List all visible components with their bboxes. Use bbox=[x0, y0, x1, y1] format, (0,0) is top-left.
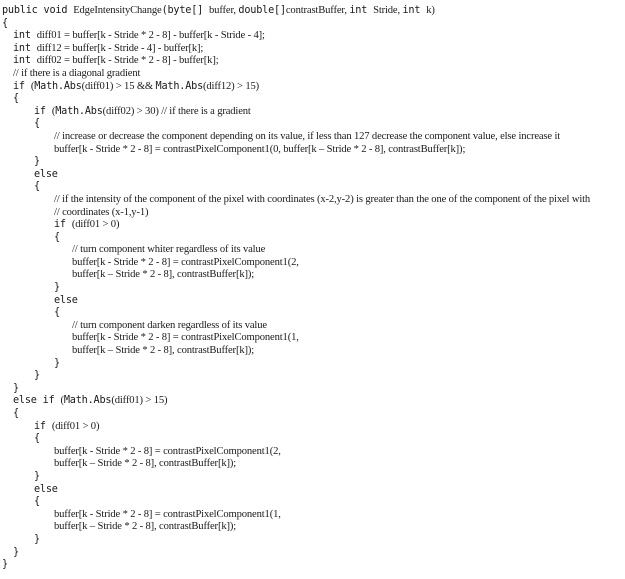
code-line bbox=[0, 444, 625, 457]
code-token-mono: { bbox=[34, 433, 40, 445]
code-token-mono: else bbox=[34, 483, 58, 495]
code-token-mono: int bbox=[349, 5, 374, 16]
code-line bbox=[0, 305, 625, 318]
code-token-mono: if bbox=[34, 420, 52, 432]
code-token-mono: Math.Abs bbox=[55, 105, 103, 117]
code-token-serif: buffer, bbox=[209, 5, 239, 16]
code-line bbox=[0, 280, 625, 293]
code-token-mono: } bbox=[13, 382, 19, 394]
code-token-serif: buffer[k – Stride * 2 - 8], contrastBuffer[k]); bbox=[72, 269, 255, 281]
code-token-mono: } bbox=[54, 357, 60, 369]
code-line bbox=[0, 393, 625, 406]
code-line bbox=[0, 431, 625, 444]
code-token-serif: ( bbox=[60, 395, 64, 407]
code-line bbox=[0, 419, 625, 432]
code-listing bbox=[0, 3, 625, 570]
code-line bbox=[0, 532, 625, 545]
code-token-serif: (diff01 > 0) bbox=[51, 420, 100, 432]
code-token-serif: ( bbox=[30, 80, 35, 92]
code-token-mono: } bbox=[34, 156, 40, 168]
code-token-serif: (diff01 > 0) bbox=[71, 219, 120, 231]
code-line bbox=[0, 16, 625, 29]
code-token-mono: else bbox=[54, 294, 78, 306]
code-token-mono: else if bbox=[13, 395, 61, 407]
code-line bbox=[0, 104, 625, 117]
code-token-mono: { bbox=[34, 181, 40, 193]
code-token-mono: int bbox=[13, 42, 37, 54]
code-token-serif: buffer[k - Stride * 2 - 8] = contrastPixelComponent1(1, bbox=[54, 508, 281, 520]
code-line bbox=[0, 66, 625, 79]
code-token-mono: int bbox=[402, 5, 427, 16]
code-token-serif: buffer[k – Stride * 2 - 8], contrastBuffer[k]); bbox=[54, 521, 237, 533]
code-line bbox=[0, 79, 625, 92]
code-line bbox=[0, 494, 625, 507]
code-line bbox=[0, 343, 625, 356]
code-line bbox=[0, 293, 625, 306]
code-token-mono: Math.Abs bbox=[34, 80, 82, 92]
code-line bbox=[0, 53, 625, 66]
code-line bbox=[0, 406, 625, 419]
code-line bbox=[0, 557, 625, 570]
code-token-serif: diff12 = buffer[k - Stride - 4] - buffer[k]; bbox=[36, 42, 204, 54]
code-line bbox=[0, 142, 625, 155]
code-line bbox=[0, 154, 625, 167]
code-line bbox=[0, 179, 625, 192]
code-line bbox=[0, 519, 625, 532]
code-token-serif: k) bbox=[426, 5, 435, 16]
code-token-mono: else bbox=[34, 168, 58, 180]
code-line bbox=[0, 192, 625, 205]
code-token-serif: // increase or decrease the component depending on its value, if less than 127 decrease the component value, else increase it bbox=[54, 130, 561, 142]
code-token-serif: // turn component darken regardless of its value bbox=[72, 319, 267, 331]
code-line bbox=[0, 116, 625, 129]
code-token-serif: (diff01) > 15) bbox=[111, 395, 168, 407]
code-token-mono: } bbox=[2, 559, 8, 571]
code-token-mono: int bbox=[13, 30, 37, 42]
code-token-serif: buffer[k - Stride * 2 - 8] = contrastPixelComponent1(2, bbox=[72, 256, 299, 268]
code-token-mono: if bbox=[54, 219, 72, 231]
code-token-mono: double[] bbox=[238, 5, 286, 16]
code-line bbox=[0, 230, 625, 243]
code-token-mono: { bbox=[34, 496, 40, 508]
code-line bbox=[0, 129, 625, 142]
code-token-mono: { bbox=[13, 93, 19, 105]
code-token-serif: buffer[k - Stride * 2 - 8] = contrastPixelComponent1(1, bbox=[72, 332, 299, 344]
code-token-serif: // if there is a diagonal gradient bbox=[13, 67, 141, 79]
code-token-mono: { bbox=[2, 17, 8, 29]
code-line bbox=[0, 28, 625, 41]
code-token-mono: public void bbox=[2, 5, 74, 16]
code-line bbox=[0, 167, 625, 180]
code-token-serif: buffer[k - Stride * 2 - 8] = contrastPixelComponent1(0, buffer[k – Stride * 2 - 8], contrastBuffer[k]); bbox=[54, 143, 466, 155]
code-token-mono: Math.Abs bbox=[155, 80, 203, 92]
code-line bbox=[0, 318, 625, 331]
code-token-serif: diff02 = buffer[k - Stride * 2 - 8] - buffer[k]; bbox=[36, 55, 219, 67]
code-token-mono: Math.Abs bbox=[63, 395, 112, 407]
code-line bbox=[0, 267, 625, 280]
code-line bbox=[0, 242, 625, 255]
code-token-mono: if bbox=[34, 105, 52, 117]
code-token-mono: } bbox=[54, 282, 60, 294]
code-line bbox=[0, 545, 625, 558]
code-token-serif: buffer[k - Stride * 2 - 8] = contrastPixelComponent1(2, bbox=[54, 445, 281, 457]
code-line bbox=[0, 205, 625, 218]
code-token-serif: // if the intensity of the component of the pixel with coordinates (x-2,y-2) is greater than the one of the component of the pixel with bbox=[54, 193, 591, 205]
code-token-mono: if bbox=[13, 80, 31, 92]
code-line bbox=[0, 91, 625, 104]
code-token-serif: diff01 = buffer[k - Stride * 2 - 8] - buffer[k - Stride - 4]; bbox=[36, 30, 265, 42]
code-line bbox=[0, 507, 625, 520]
code-token-mono: (byte[] bbox=[161, 5, 210, 16]
code-token-mono: } bbox=[13, 546, 19, 558]
code-line bbox=[0, 456, 625, 469]
code-line bbox=[0, 3, 625, 16]
code-line bbox=[0, 217, 625, 230]
code-token-mono: int bbox=[13, 55, 37, 67]
code-token-serif: (diff01) > 15 && bbox=[81, 80, 156, 92]
code-token-mono: { bbox=[54, 231, 60, 243]
code-token-serif: buffer[k – Stride * 2 - 8], contrastBuffer[k]); bbox=[72, 345, 255, 357]
code-token-serif: Stride, bbox=[373, 5, 403, 16]
code-token-serif: ( bbox=[51, 105, 56, 117]
code-line bbox=[0, 330, 625, 343]
code-token-mono: } bbox=[34, 470, 40, 482]
code-token-serif: (diff12) > 15) bbox=[203, 80, 260, 92]
code-token-serif: // coordinates (x-1,y-1) bbox=[54, 206, 149, 218]
code-token-mono: { bbox=[34, 118, 40, 130]
code-token-serif: (diff02) > 30) // if there is a gradient bbox=[102, 105, 251, 117]
code-line bbox=[0, 356, 625, 369]
code-token-mono: { bbox=[54, 307, 60, 319]
code-line bbox=[0, 482, 625, 495]
code-line bbox=[0, 469, 625, 482]
code-line bbox=[0, 381, 625, 394]
code-token-serif: EdgeIntensityChange bbox=[73, 5, 162, 16]
code-token-mono: { bbox=[13, 408, 19, 419]
code-token-mono: } bbox=[34, 370, 40, 382]
code-token-mono: } bbox=[34, 533, 40, 545]
code-line bbox=[0, 368, 625, 381]
code-token-serif: buffer[k – Stride * 2 - 8], contrastBuffer[k]); bbox=[54, 458, 237, 470]
code-token-serif: // turn component whiter regardless of its value bbox=[72, 244, 266, 256]
code-token-serif: contrastBuffer, bbox=[285, 5, 350, 16]
code-line bbox=[0, 41, 625, 54]
code-line bbox=[0, 255, 625, 268]
